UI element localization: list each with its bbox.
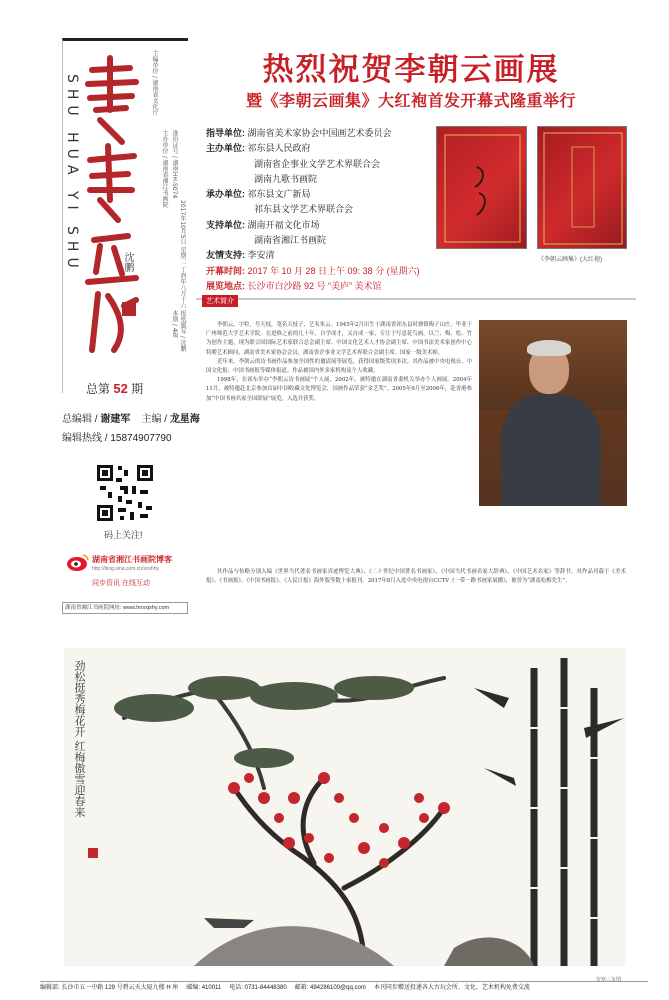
editor-block xyxy=(62,410,200,448)
opening-time: 2017 年 10 月 28 日上午 09: 38 分 (星期六) xyxy=(247,265,420,276)
masthead-inscriber: 报纸题写 / 沈鹏 xyxy=(179,310,186,352)
artist-photo xyxy=(479,320,627,506)
organizer-label: 承办单位: xyxy=(206,189,245,200)
masthead-signature: 沈鹏 xyxy=(122,252,133,272)
masthead-pages: 本期 / 4版 xyxy=(171,310,178,338)
weibo-slogan: 同步资讯 在线互动 xyxy=(92,580,150,587)
section-label: 艺术简介 xyxy=(202,295,238,307)
article-body xyxy=(206,321,472,404)
painting-inscription: 劲松挺秀梅花开 红梅傲雪迎春来 xyxy=(73,660,86,818)
support-label: 支持单位: xyxy=(206,219,245,230)
masthead-sponsor: 主编单位 / 湖南省文化厅 xyxy=(151,50,158,116)
footer-phone: 电话: 0731-84448380 xyxy=(229,985,287,991)
website-bar[interactable]: 湖南省湘江书画院网址: www.hnsxjshy.com xyxy=(62,602,188,614)
qr-caption: 码上关注! xyxy=(104,530,143,540)
organizer-unit-2: 祁东县文学艺术界联合会 xyxy=(254,204,354,215)
masthead-calligraphy xyxy=(78,50,150,370)
chief-editor-name: 谢建军 xyxy=(100,414,131,425)
event-info xyxy=(206,126,420,294)
article-para-2: 近年来，李朝云的诗书画作品参加全国性的邀请展等展览，获得国家级奖项多次。其作品被中央电视台、中国文化报、中国书画报等媒体报道。作品被国内外多家机构及个人收藏。 xyxy=(206,358,472,375)
painting xyxy=(64,648,626,966)
masthead-date: 2017年10月5日 星期二 丁酉年八月十六 xyxy=(179,200,186,309)
weibo-url[interactable]: http://blog.sina.com.cn/xxshhy xyxy=(92,566,159,572)
chief-editor-label: 总编辑 / xyxy=(62,414,98,425)
support-unit-1: 湖南开福文化市场 xyxy=(247,219,320,230)
painting-caption: 岁寒三友图 xyxy=(596,977,622,983)
issue-label-before: 总第 xyxy=(86,382,111,396)
hotline-label: 编辑热线 / xyxy=(62,433,108,444)
book-caption: 《李朝云画集》(大红袍) xyxy=(538,257,602,263)
host-unit-1: 祁东县人民政府 xyxy=(247,143,311,154)
guide-unit: 湖南省美术家协会中国画艺术委员会 xyxy=(247,128,392,138)
masthead-permit: 准印证号 / 湖南HH-S074 xyxy=(171,130,178,199)
article-para-3: 1998年，在祁东举办“李朝云诗书画展”个人展，2002年，被特邀在湖南省委机关举办个人画展。2004年11月，被特邀赴北京参加首届中国收藏文化博览会，国画作品荣获“金艺奖”。2005年9月至2006年，赴香港参加“中国书画名家全国联展”展览，入选并获奖。 xyxy=(206,377,472,402)
guide-label: 指导单位: xyxy=(206,128,245,138)
subheadline: 暨《李朝云画集》大红袍首发开幕式隆重举行 xyxy=(245,91,576,110)
footer-bar xyxy=(40,981,648,993)
issue-label-after: 期 xyxy=(131,382,144,396)
qr-code[interactable] xyxy=(94,462,156,524)
section-rule xyxy=(196,298,636,300)
masthead-host: 主办单位 / 湖南省湘江书画院 xyxy=(161,130,168,208)
footer-note: 本刊同步赠送投递各大古玩会所、文化、艺术机构免费交流 xyxy=(373,985,530,991)
masthead-seal xyxy=(122,302,136,316)
weibo-title: 湖南省湘江书画院博客 xyxy=(92,555,172,564)
time-label: 开幕时间: xyxy=(206,265,245,276)
headline: 热烈祝贺李朝云画展 xyxy=(262,52,560,88)
support-unit-2: 湖南省湘江书画院 xyxy=(254,235,327,246)
editor-name: 龙星海 xyxy=(169,414,200,425)
book-cover-front xyxy=(436,126,527,249)
footer-address: 编辑部: 长沙市五一中路 129 号碧云天大厦九楼 H 座 xyxy=(40,985,179,991)
friend-label: 友情支持: xyxy=(206,250,245,261)
organizer-unit-1: 祁东县文广新局 xyxy=(247,189,311,200)
article-para-4: 其作品与传略分别入编《世界当代著名书画家真迹博览大典》、《二十世纪中国著名书画家》、《中国当代书画名家大辞典》、《中国艺术名家》等辞书。其作品刊载于《美术报》、《书画报》、《中国书画报》、《人民日报》海外版等数十家报刊。2017年8月入选中央电视台CCTV《一带一路书画家展播》，被誉为“湖南松梅先生”。 xyxy=(206,569,626,585)
host-unit-2: 湖南省企事业文学艺术界联合会 xyxy=(254,158,381,169)
issue-number-value: 52 xyxy=(113,381,128,396)
article-body-wide xyxy=(206,568,626,586)
issue-number xyxy=(86,380,143,397)
weibo-icon xyxy=(66,552,90,572)
footer-postcode: 邮编: 410011 xyxy=(186,985,222,991)
venue: 长沙市白沙路 92 号 “美庐” 美术馆 xyxy=(247,280,382,291)
editor-label: 主编 / xyxy=(141,414,168,425)
article-para-1: 李朝云，字粒，号天枝，笔名天枝子，艺名朱云。1945年2月出生于湖南省祁东县时塘镇梅子山庄，毕业于广州师范大学艺术学院。在进修之前的几十年，自学成才，又自成一家，专注于写意花鸟画，以兰、梅、松、竹为创作主题，现为联合国国际艺术家联合总会副主席、中国文化艺术人才协会副主席、中国书法美术家创作中心特聘艺术顾问、湖南省美术家协会会员、湖南省企事业文学艺术界联合会副主席、国家一级美术师。 xyxy=(206,322,472,356)
host-label: 主办单位: xyxy=(206,143,245,154)
masthead-pinyin: SHU HUA YI SHU xyxy=(64,74,80,274)
friend-name: 李安清 xyxy=(247,250,275,261)
host-unit-3: 湖南九歌书画院 xyxy=(254,173,318,184)
footer-email[interactable]: 邮箱: 494286100@qq.com xyxy=(294,985,366,991)
book-cover-box xyxy=(537,126,627,249)
venue-label: 展览地点: xyxy=(206,280,245,291)
hotline-number: 15874907790 xyxy=(110,433,172,444)
